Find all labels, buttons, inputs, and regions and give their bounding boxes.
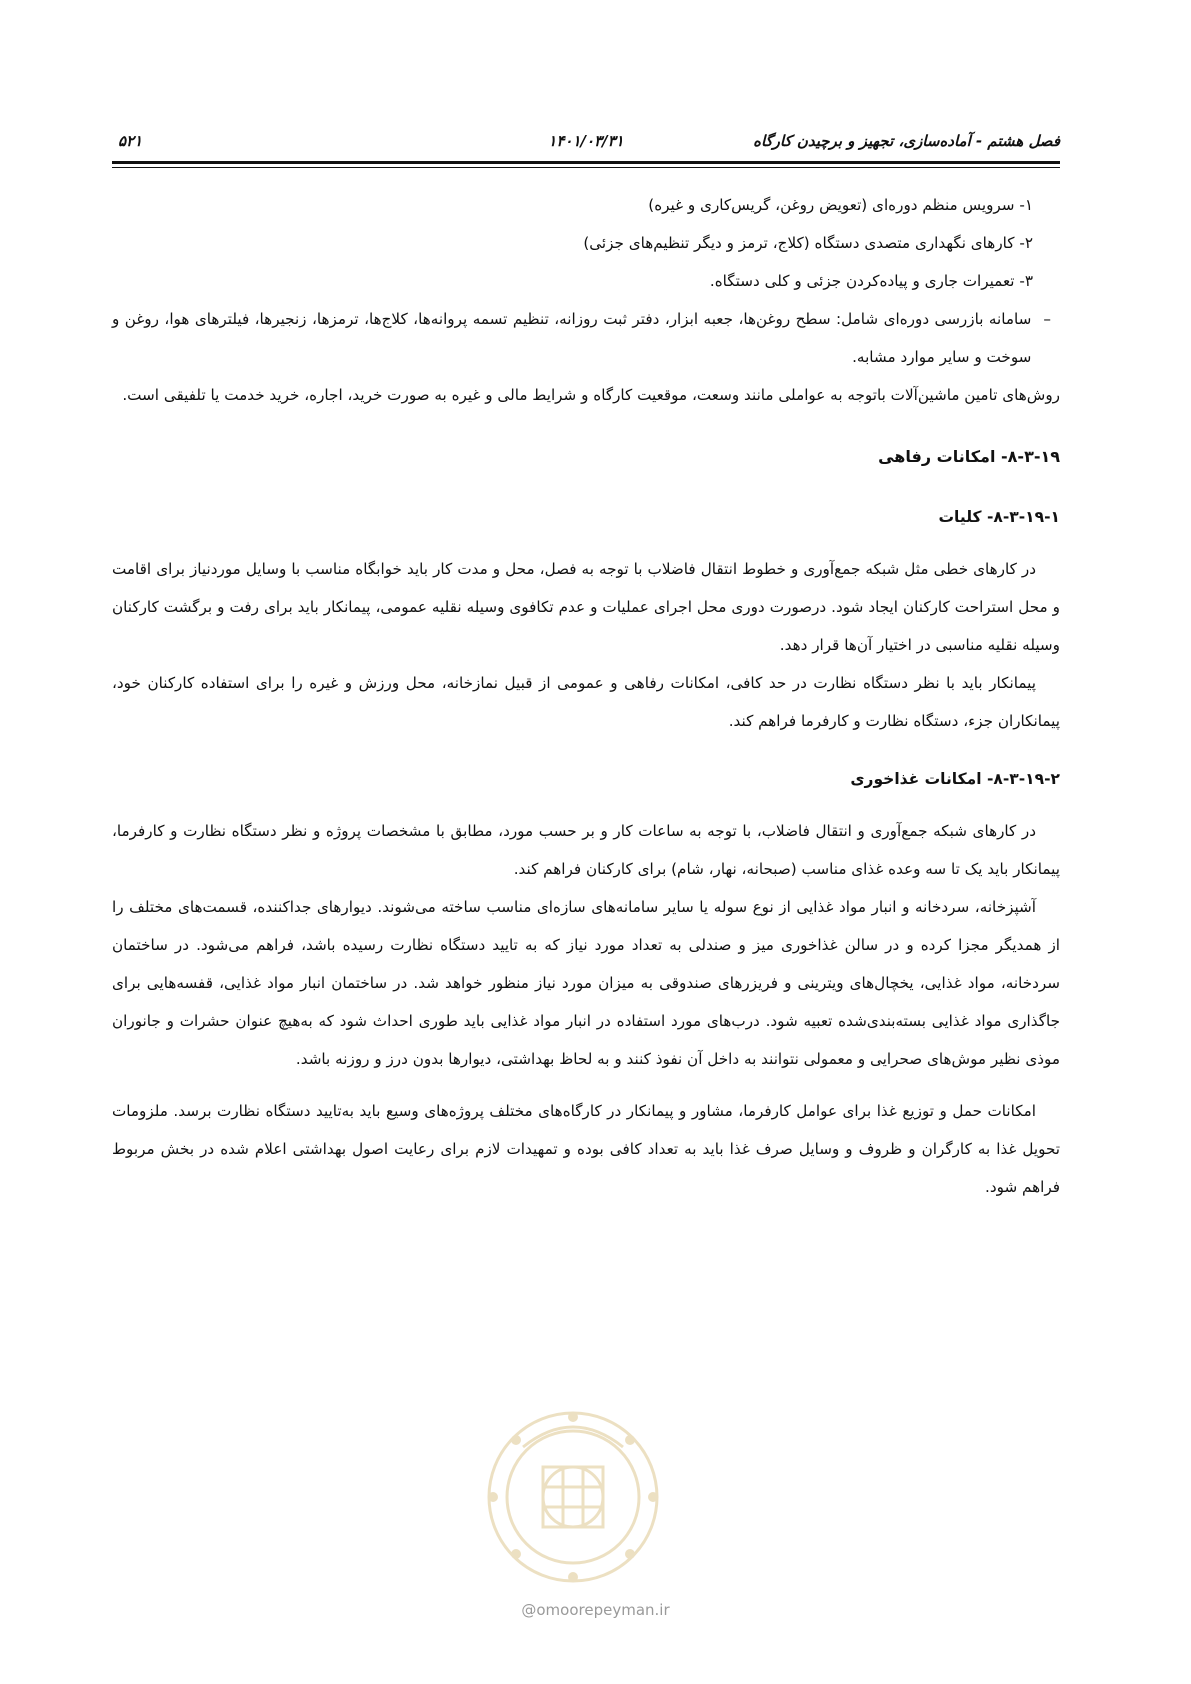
main-content <box>112 186 1060 1206</box>
watermark-seal-icon <box>483 1407 663 1587</box>
footer-url: @omoorepeyman.ir <box>521 1601 670 1619</box>
list-item: ۱- سرویس منظم دوره‌ای (تعویض روغن، گریس‌کاری و غیره) <box>648 196 1033 214</box>
dining-paragraph-2: آشپزخانه، سردخانه و انبار مواد غذایی از نوع سوله یا سایر سامانه‌های سازه‌ای مناسب ساخته می‌شوند. دیوارهای جداکننده، قسمت‌های مختلف را از همدیگر مجزا کرده و در سالن غذاخوری میز و صندلی به تعداد مورد نیاز که به تایید دستگاه نظارت رسیده باشد، فراهم می‌شود. در ساختمان سردخانه، مواد غذایی، یخچال‌های ویترینی و فریزرهای صندوقی به میزان مورد نیاز منظور خواهد شد. در ساختمان انبار مواد غذایی، قفسه‌هایی برای جاگذاری مواد غذایی بسته‌بندی‌شده تعبیه شود. درب‌های مورد استفاده در انبار مواد غذایی باید طوری احداث شود که به‌هیچ عنوان حشرات و جانوران موذی نظیر موش‌های صحرایی و معمولی نتوانند به داخل آن نفوذ کنند و به لحاظ بهداشتی، دیوارها بدون درز و روزنه باشد. <box>112 898 1060 1068</box>
subsection-heading-general: ۸-۳-۱۹-۱- کلیات <box>938 508 1060 526</box>
dining-paragraph-1: در کارهای شبکه جمع‌آوری و انتقال فاضلاب، با توجه به ساعات کار و بر حسب مورد، مطابق با مشخصات پروژه و نظر دستگاه نظارت و کارفرما، پیمانکار باید یک تا سه وعده غذای مناسب (صبحانه، نهار، شام) برای کارکنان فراهم کند. <box>112 822 1060 878</box>
list-item: ۲- کارهای نگهداری متصدی دستگاه (کلاج، ترمز و دیگر تنظیم‌های جزئی) <box>583 234 1033 252</box>
dash-list-item <box>112 300 1060 376</box>
header-rule-thin <box>112 167 1060 168</box>
header-date: ۱۴۰۱/۰۳/۳۱ <box>548 132 624 150</box>
general-paragraph-1: در کارهای خطی مثل شبکه جمع‌آوری و خطوط انتقال فاضلاب با توجه به فصل، محل و مدت کار باید خوابگاه مناسب با وسایل موردنیاز برای اقامت و محل استراحت کارکنان ایجاد شود. درصورت دوری محل اجرای عملیات و عدم تکافوی وسیله نقلیه عمومی، پیمانکار باید برای رفت و برگشت کارکنان وسیله نقلیه مناسبی در اختیار آن‌ها قرار دهد. <box>112 560 1060 654</box>
dash-bullet: – <box>1043 310 1051 328</box>
list-item: ۳- تعمیرات جاری و پیاده‌کردن جزئی و کلی دستگاه. <box>709 272 1033 290</box>
supply-methods-paragraph: روش‌های تامین ماشین‌آلات باتوجه به عواملی مانند وسعت، موقعیت کارگاه و شرایط مالی و غیره به صورت خرید، اجاره، خرید خدمت یا تلفیقی است. <box>122 386 1060 404</box>
dining-paragraph-3: امکانات حمل و توزیع غذا برای عوامل کارفرما، مشاور و پیمانکار در کارگاه‌های مختلف پروژه‌های وسیع باید به‌تایید دستگاه نظارت برسد. ملزومات تحویل غذا به کارگران و ظروف و وسایل صرف غذا باید به تعداد کافی بوده و تمهیدات لازم برای رعایت اصول بهداشتی اعلام شده در بخش مربوط فراهم شود. <box>112 1102 1060 1196</box>
section-heading-welfare: ۸-۳-۱۹- امکانات رفاهی <box>878 447 1060 466</box>
dash-item-text: سامانه بازرسی دوره‌ای شامل: سطح روغن‌ها، جعبه ابزار، دفتر ثبت روزانه، تنظیم تسمه پروانه‌ها، کلاج‌ها، ترمزها، زنجیرها، فیلترهای هوا، روغن و سوخت و سایر موارد مشابه. <box>112 310 1032 366</box>
general-paragraph-2: پیمانکار باید با نظر دستگاه نظارت در حد کافی، امکانات رفاهی و عمومی از قبیل نمازخانه، محل ورزش و غیره را برای استفاده کارکنان خود، پیمانکاران جزء، دستگاه نظارت و کارفرما فراهم کند. <box>112 674 1060 730</box>
header-rule-thick <box>112 161 1060 164</box>
chapter-title: فصل هشتم - آماده‌سازی، تجهیز و برچیدن کارگاه <box>753 132 1060 150</box>
page-header <box>112 128 1060 156</box>
page-number: ۵۲۱ <box>118 132 143 150</box>
subsection-heading-dining: ۸-۳-۱۹-۲- امکانات غذاخوری <box>850 770 1060 788</box>
